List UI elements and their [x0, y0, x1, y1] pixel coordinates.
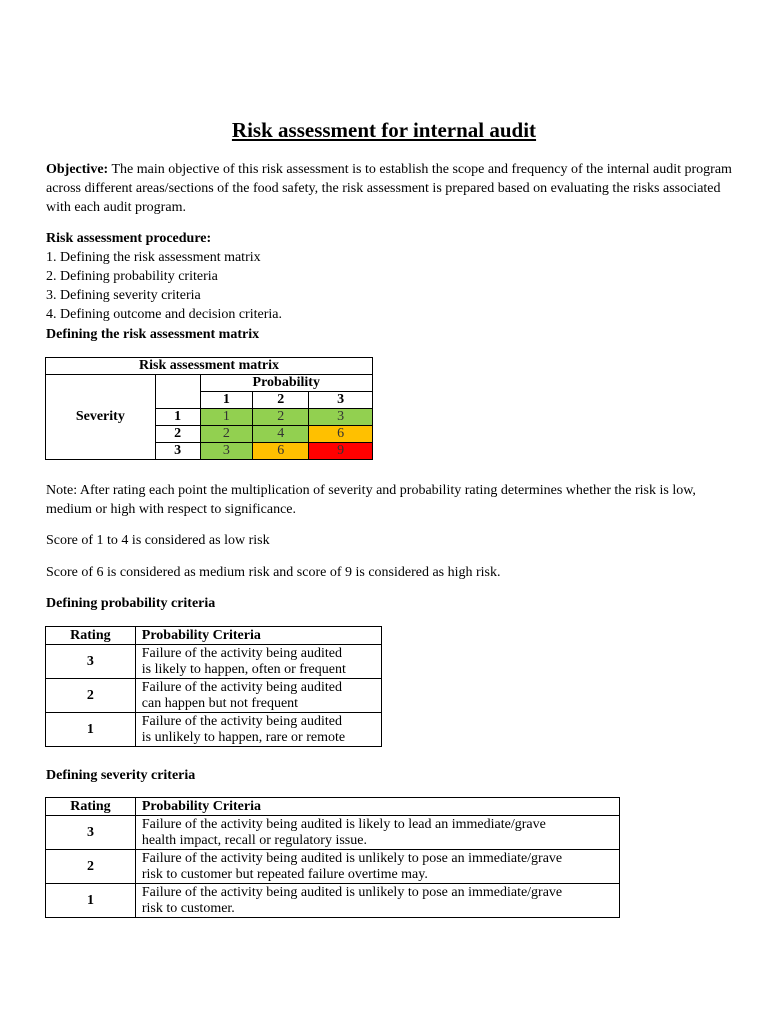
matrix-cell: 3: [309, 409, 373, 426]
severity-value: 1: [155, 409, 200, 426]
table-row: [46, 816, 620, 850]
procedure-step: 4. Defining outcome and decision criteria.: [46, 307, 282, 322]
score-medium-high-text: Score of 6 is considered as medium risk and score of 9 is considered as high risk.: [46, 565, 501, 580]
criteria-cell: Failure of the activity being audited is likely to happen, often or frequent: [135, 645, 381, 679]
table-header-rating: Rating: [46, 627, 136, 645]
probability-value: 2: [253, 392, 309, 409]
probability-value: 3: [309, 392, 373, 409]
objective-paragraph: [46, 160, 736, 217]
note-paragraph: Note: After rating each point the multiplication of severity and probability rating determines whether the risk is low, medium or high with respect to significance.: [46, 483, 696, 517]
matrix-cell: 6: [253, 443, 309, 460]
table-row: [46, 713, 382, 747]
matrix-blank-cell: [155, 375, 200, 409]
matrix-heading: Defining the risk assessment matrix: [46, 327, 260, 342]
matrix-cell: 6: [309, 426, 373, 443]
table-row: [46, 645, 382, 679]
procedure-step: 3. Defining severity criteria: [46, 288, 201, 303]
criteria-cell: Failure of the activity being audited can happen but not frequent: [135, 679, 381, 713]
matrix-cell: 2: [200, 426, 253, 443]
table-header-criteria: Probability Criteria: [135, 627, 381, 645]
criteria-cell: Failure of the activity being audited is unlikely to pose an immediate/grave risk to customer but repeated failure overtime may.: [135, 850, 619, 884]
risk-matrix-table: [45, 357, 373, 460]
page-title: Risk assessment for internal audit: [231, 118, 537, 142]
matrix-cell: 4: [253, 426, 309, 443]
matrix-cell: 1: [200, 409, 253, 426]
table-row: [46, 679, 382, 713]
probability-value: 1: [200, 392, 253, 409]
criteria-cell: Failure of the activity being audited is likely to lead an immediate/grave health impact, recall or regulatory issue.: [135, 816, 619, 850]
severity-value: 2: [155, 426, 200, 443]
criteria-cell: Failure of the activity being audited is unlikely to pose an immediate/grave risk to customer.: [135, 884, 619, 918]
severity-value: 3: [155, 443, 200, 460]
table-header-rating: Rating: [46, 798, 136, 816]
objective-label: Objective:: [46, 162, 109, 177]
probability-criteria-table: [45, 626, 382, 747]
rating-cell: 2: [46, 850, 136, 884]
severity-criteria-heading: Defining severity criteria: [46, 768, 196, 783]
probability-criteria-heading: Defining probability criteria: [46, 596, 216, 611]
probability-label: Probability: [200, 375, 373, 392]
rating-cell: 3: [46, 816, 136, 850]
criteria-cell: Failure of the activity being audited is unlikely to happen, rare or remote: [135, 713, 381, 747]
procedure-step: 2. Defining probability criteria: [46, 269, 218, 284]
table-row: [46, 850, 620, 884]
table-header-criteria: Probability Criteria: [135, 798, 619, 816]
rating-cell: 1: [46, 884, 136, 918]
severity-criteria-table: [45, 797, 620, 918]
rating-cell: 3: [46, 645, 136, 679]
rating-cell: 1: [46, 713, 136, 747]
matrix-cell: 9: [309, 443, 373, 460]
procedure-step: 1. Defining the risk assessment matrix: [46, 250, 261, 265]
rating-cell: 2: [46, 679, 136, 713]
severity-label: Severity: [46, 375, 156, 460]
objective-text: The main objective of this risk assessment is to establish the scope and frequency of the internal audit program across different areas/sections of the food safety, the risk assessment is prepared based on evaluating the risks associated with each audit program.: [46, 162, 732, 215]
score-low-text: Score of 1 to 4 is considered as low risk: [46, 533, 270, 548]
matrix-cell: 2: [253, 409, 309, 426]
table-row: [46, 884, 620, 918]
matrix-caption: Risk assessment matrix: [46, 358, 373, 375]
matrix-cell: 3: [200, 443, 253, 460]
procedure-heading: Risk assessment procedure:: [46, 231, 212, 246]
